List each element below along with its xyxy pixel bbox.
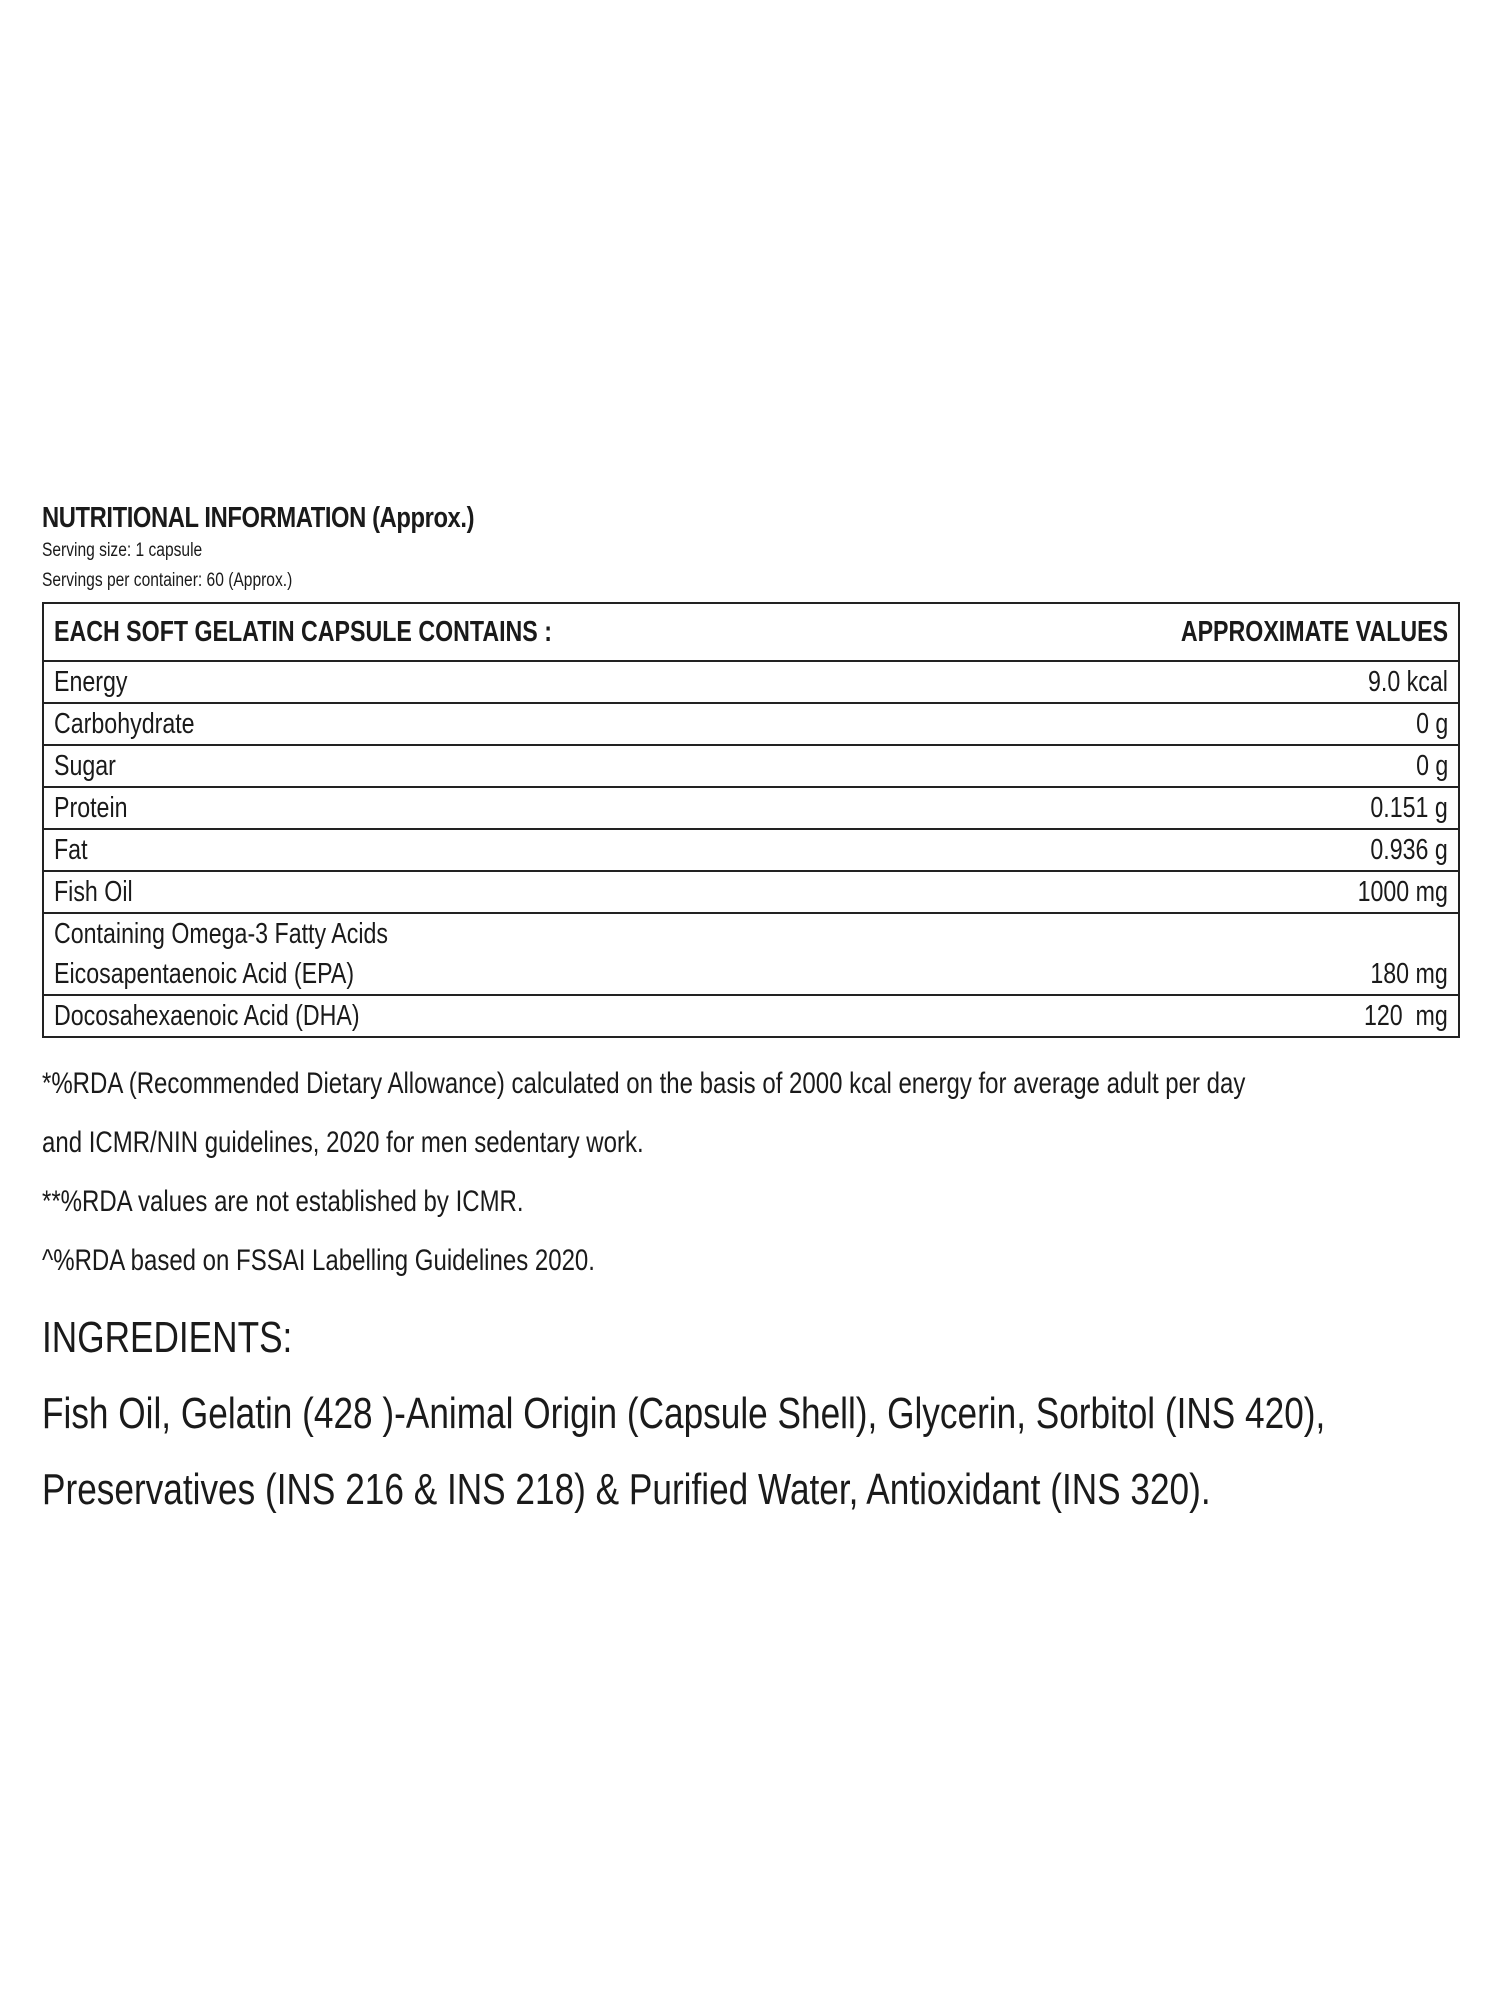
table-row [43, 787, 1459, 829]
nutrient-name: Carbohydrate [43, 703, 955, 745]
footnotes [42, 1054, 1462, 1290]
table-row [43, 871, 1459, 913]
serving-size: Serving size: 1 capsule [42, 540, 203, 561]
nutrient-value: 0.151 g [955, 787, 1459, 829]
nutrient-value: 9.0 kcal [955, 661, 1459, 703]
table-row [43, 954, 1459, 995]
table-row [43, 703, 1459, 745]
nutrient-name: Fat [43, 829, 955, 871]
nutrient-value: 1000 mg [955, 871, 1459, 913]
table-row [43, 995, 1459, 1037]
nutrition-title: NUTRITIONAL INFORMATION (Approx.) [42, 502, 475, 534]
column-header-nutrient: EACH SOFT GELATIN CAPSULE CONTAINS : [54, 616, 552, 648]
servings-per-container: Servings per container: 60 (Approx.) [42, 570, 293, 591]
nutrient-value: 180 mg [1370, 958, 1448, 990]
nutrient-value [955, 913, 1459, 954]
footnote: **%RDA values are not established by ICMR. [42, 1185, 524, 1218]
footnote: ^%RDA based on FSSAI Labelling Guidelines 2020. [42, 1244, 595, 1277]
ingredients-list: Fish Oil, Gelatin (428 )-Animal Origin (Capsule Shell), Glycerin, Sorbitol (INS 420), Preservatives (INS 216 & INS 218) & Purified Water, Antioxidant (INS 320). [42, 1389, 1326, 1514]
nutrient-name: Sugar [43, 745, 955, 787]
table-row [43, 913, 1459, 954]
footnote: *%RDA (Recommended Dietary Allowance) calculated on the basis of 2000 kcal energy for average adult per day [42, 1067, 1246, 1100]
table-row [43, 829, 1459, 871]
nutrition-label [42, 500, 1462, 1528]
table-row [43, 745, 1459, 787]
nutrient-name: Energy [43, 661, 955, 703]
nutrient-value: 0 g [955, 703, 1459, 745]
nutrient-name: Eicosapentaenoic Acid (EPA) [54, 958, 355, 990]
nutrition-table [42, 602, 1460, 1038]
nutrient-name: Containing Omega-3 Fatty Acids [43, 913, 955, 954]
nutrient-value: 120 mg [955, 995, 1459, 1037]
column-header-value: APPROXIMATE VALUES [1180, 616, 1448, 648]
table-row [43, 661, 1459, 703]
nutrient-name: Protein [43, 787, 955, 829]
table-header-row [43, 603, 1459, 661]
nutrient-value: 0 g [955, 745, 1459, 787]
ingredients-heading: INGREDIENTS: [42, 1313, 293, 1362]
nutrient-name: Docosahexaenoic Acid (DHA) [43, 995, 955, 1037]
nutrient-name: Fish Oil [43, 871, 955, 913]
nutrient-value: 0.936 g [955, 829, 1459, 871]
footnote: and ICMR/NIN guidelines, 2020 for men sedentary work. [42, 1126, 644, 1159]
